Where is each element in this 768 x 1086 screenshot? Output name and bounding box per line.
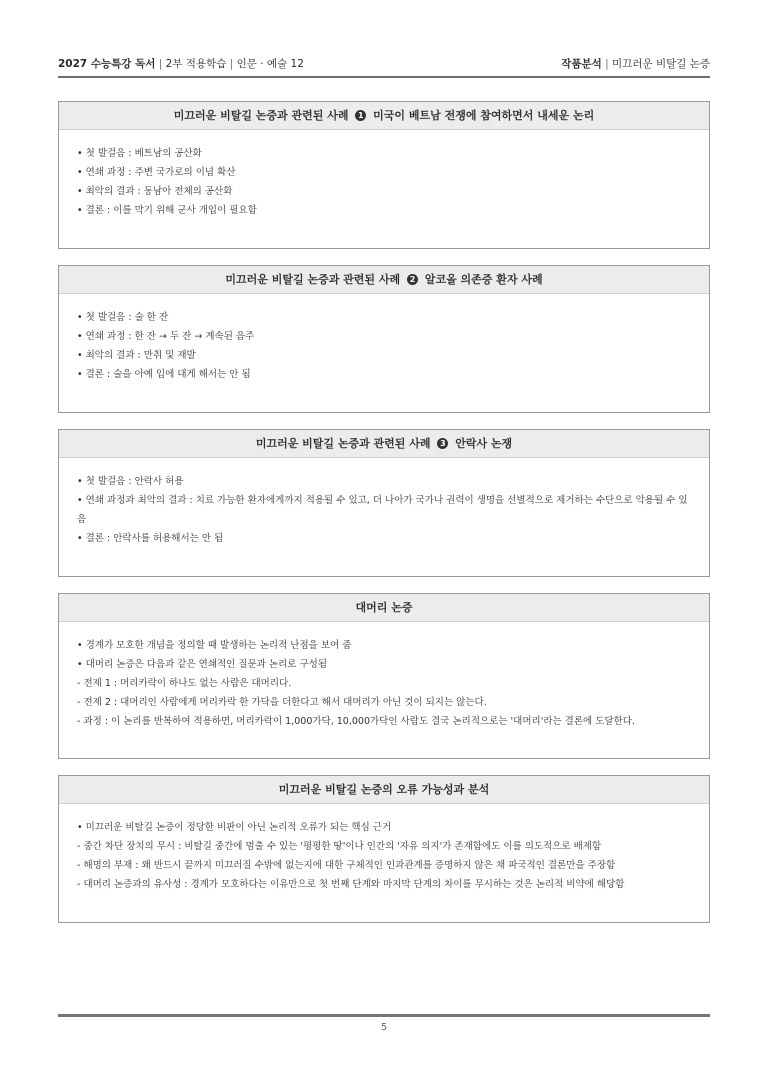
box-title bbox=[59, 430, 709, 458]
list-item: • 연쇄 과정 : 한 잔 → 두 잔 → 계속된 음주 bbox=[77, 331, 255, 342]
bald-argument-box bbox=[58, 593, 710, 759]
book-title: 2027 수능특강 독서 bbox=[58, 58, 156, 70]
box-title: 미끄러운 비탈길 논증의 오류 가능성과 분석 bbox=[59, 776, 709, 804]
list-item: • 첫 발걸음 : 베트남의 공산화 bbox=[77, 148, 202, 159]
box-body bbox=[59, 130, 709, 230]
list-item: • 연쇄 과정과 최악의 결과 : 치료 가능한 환자에게까지 적용될 수 있고, 더 나아가 국가나 권력이 생명을 선별적으로 제거하는 수단으로 악용될 수 있음 bbox=[77, 495, 688, 525]
list-item: • 경계가 모호한 개념을 정의할 때 발생하는 논리적 난점을 보여 줌 bbox=[77, 640, 352, 651]
section-label: 인문 · 예술 12 bbox=[236, 58, 304, 70]
box-body bbox=[59, 458, 709, 558]
list-item: - 해명의 부재 : 왜 반드시 끝까지 미끄러질 수밖에 없는지에 대한 구체적인 인과관계를 증명하지 않은 채 파국적인 결론만을 주장함 bbox=[77, 860, 616, 871]
box-title-prefix: 미끄러운 비탈길 논증과 관련된 사례 bbox=[173, 109, 349, 122]
box-title bbox=[59, 266, 709, 294]
box-title-suffix: 안락사 논쟁 bbox=[455, 437, 513, 450]
circled-number: 1 bbox=[355, 110, 366, 121]
list-item: • 결론 : 안락사를 허용해서는 안 됨 bbox=[77, 533, 224, 544]
box-body bbox=[59, 622, 709, 741]
case-box-alcohol bbox=[58, 265, 710, 413]
list-item: • 최악의 결과 : 만취 및 재발 bbox=[77, 350, 196, 361]
header-left bbox=[58, 56, 304, 72]
topic-label: 미끄러운 비탈길 논증 bbox=[612, 58, 710, 70]
case-box-vietnam bbox=[58, 101, 710, 249]
box-body bbox=[59, 804, 709, 904]
list-item: - 대머리 논증과의 유사성 : 경계가 모호하다는 이유만으로 첫 번째 단계와 마지막 단계의 차이를 무시하는 것은 논리적 비약에 해당함 bbox=[77, 879, 625, 890]
box-title bbox=[59, 102, 709, 130]
box-title-prefix: 미끄러운 비탈길 논증과 관련된 사례 bbox=[225, 273, 401, 286]
box-title-suffix: 미국이 베트남 전쟁에 참여하면서 내세운 논리 bbox=[373, 109, 595, 122]
box-title-prefix: 미끄러운 비탈길 논증과 관련된 사례 bbox=[255, 437, 431, 450]
list-item: • 결론 : 술을 아예 입에 대게 해서는 안 됨 bbox=[77, 369, 251, 380]
part-label: 2부 적용학습 bbox=[165, 58, 227, 70]
list-item: - 과정 : 이 논리를 반복하여 적용하면, 머리카락이 1,000가닥, 10,000가닥인 사람도 결국 논리적으로는 '대머리'라는 결론에 도달한다. bbox=[77, 716, 635, 727]
list-item: • 최악의 결과 : 동남아 전체의 공산화 bbox=[77, 186, 233, 197]
page-number: 5 bbox=[380, 1022, 388, 1033]
footer-divider bbox=[58, 1014, 710, 1017]
box-title: 대머리 논증 bbox=[59, 594, 709, 622]
header-separator: | bbox=[229, 58, 234, 70]
header-right bbox=[561, 56, 710, 72]
header-separator: | bbox=[158, 58, 163, 70]
analysis-label: 작품분석 bbox=[561, 58, 602, 70]
circled-number: 3 bbox=[437, 438, 448, 449]
box-body bbox=[59, 294, 709, 394]
header-divider bbox=[58, 76, 710, 78]
list-item: • 연쇄 과정 : 주변 국가로의 이념 확산 bbox=[77, 167, 236, 178]
list-item: • 미끄러운 비탈길 논증이 정당한 비판이 아닌 논리적 오류가 되는 핵심 근거 bbox=[77, 822, 392, 833]
list-item: - 전제 2 : 대머리인 사람에게 머리카락 한 가닥을 더한다고 해서 대머리가 아닌 것이 되지는 않는다. bbox=[77, 697, 487, 708]
case-box-euthanasia bbox=[58, 429, 710, 577]
list-item: • 대머리 논증은 다음과 같은 연쇄적인 질문과 논리로 구성됨 bbox=[77, 659, 328, 670]
fallacy-analysis-box bbox=[58, 775, 710, 923]
list-item: - 중간 차단 장치의 무시 : 비탈길 중간에 멈출 수 있는 '평평한 땅'이나 인간의 '자유 의지'가 존재함에도 이를 의도적으로 배제함 bbox=[77, 841, 602, 852]
list-item: - 전제 1 : 머리카락이 하나도 없는 사람은 대머리다. bbox=[77, 678, 292, 689]
circled-number: 2 bbox=[407, 274, 418, 285]
header-separator: | bbox=[605, 58, 609, 70]
list-item: • 첫 발걸음 : 안락사 허용 bbox=[77, 476, 184, 487]
list-item: • 첫 발걸음 : 술 한 잔 bbox=[77, 312, 169, 323]
page-header bbox=[58, 56, 710, 72]
list-item: • 결론 : 이를 막기 위해 군사 개입이 필요함 bbox=[77, 205, 257, 216]
box-title-suffix: 알코올 의존증 환자 사례 bbox=[424, 273, 543, 286]
